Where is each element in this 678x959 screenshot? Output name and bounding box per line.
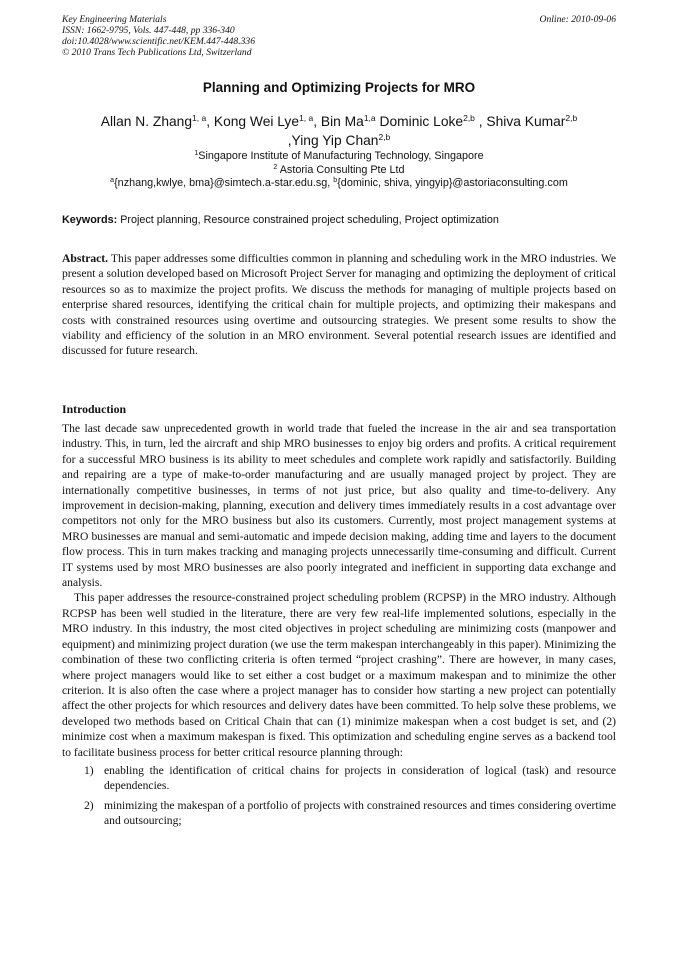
affiliations [62, 150, 616, 191]
author: Dominic Loke$^{2,b}$ , [379, 113, 487, 129]
list-item [62, 763, 616, 794]
section-heading-introduction: Introduction [62, 402, 127, 416]
list-item-text: enabling the identification of critical chains for projects in consideration of logical (task) and resource dependencies. [104, 763, 616, 793]
author-list [62, 112, 616, 150]
author: ,Ying Yip Chan$^{2,b}$ [287, 132, 391, 148]
keywords-label: Keywords: [62, 214, 118, 226]
paper-title: Planning and Optimizing Projects for MRO [202, 80, 476, 95]
abstract-text: This paper addresses some difficulties common in planning and scheduling work in the MRO industries. We present a solution developed based on Microsoft Project Server for managing and optimizing the deployment of critical resources so as to maximize the project profits. We discuss the methods for managing of multiple projects based on enterprise shared resources, identifying the critical chain for multiple projects, and optimizing their makespans and costs with constrained resources using overtime and outsourcing strategies. We present some results to show the viability and efficiency of the solution in an MRO environment. Several potential research issues are identified and discussed for future research. [62, 252, 616, 358]
keywords-text: Project planning, Resource constrained project scheduling, Project optimization [117, 214, 499, 226]
list-item-number: 2) [84, 798, 94, 812]
issn-line: ISSN: 1662-9795, Vols. 447-448, pp 336-340 [62, 25, 235, 36]
affiliation-1: $^1$Singapore Institute of Manufacturing Technology, Singapore [194, 150, 484, 162]
paragraph: This paper addresses the resource-constrained project scheduling problem (RCPSP) in the MRO industry. Although RCPSP has been well studied in the literature, there are very few real-life implemented solutions, especially in the MRO industry. In this industry, the most cited objectives in project scheduling are minimizing costs (manpower and equipment) and minimizing project duration (we use the term makespan interchangeably in this paper). Minimizing the combination of these two conflicting criteria is often termed “project crashing”. There are however, in many cases, where project managers would like to set either a cost budget or a maximum makespan and to minimize the other criterion. It is also often the case where a project manager has to consider how starting a new project can potentially affect the other projects for which resources and delivery dates have been committed. To help solve these problems, we developed two methods based on Critical Chain that can (1) minimize makespan when a cost budget is set, and (2) minimize cost when a maximum makespan is fixed. This optimization and scheduling engine serves as a backend tool to facilitate business process for better critical resource planning through: [62, 591, 616, 759]
numbered-list [62, 763, 616, 829]
doi-line: doi:10.4028/www.scientific.net/KEM.447-448.336 [62, 36, 256, 47]
author: Bin Ma$^{1,a}$ [320, 113, 376, 129]
author-emails: $^a${nzhang,kwlye, bma}@simtech.a-star.edu.sg, $^b${dominic, shiva, yingyip}@astoriaconsulting.com [110, 177, 568, 189]
author: Kong Wei Lye$^{1, a}$, [213, 113, 321, 129]
affiliation-2: $^2$ Astoria Consulting Pte Ltd [273, 163, 405, 176]
journal-name: Key Engineering Materials [62, 14, 167, 25]
list-item-text: minimizing the makespan of a portfolio of projects with constrained resources and times considering overtime and outsourcing; [104, 798, 616, 828]
abstract [62, 251, 616, 359]
abstract-label: Abstract. [62, 252, 109, 265]
list-item-number: 1) [84, 763, 94, 777]
introduction-body [62, 421, 616, 833]
keywords [62, 214, 616, 226]
journal-header [62, 14, 616, 58]
author: Allan N. Zhang$^{1, a}$, [100, 113, 214, 129]
list-item [62, 798, 616, 829]
online-date: Online: 2010-09-06 [539, 14, 616, 25]
author: Shiva Kumar$^{2,b}$ [486, 113, 578, 129]
copyright-line: © 2010 Trans Tech Publications Ltd, Switzerland [62, 47, 252, 58]
paragraph: The last decade saw unprecedented growth in world trade that fueled the increase in the air and sea transportation industry. This, in turn, led the aircraft and ship MRO businesses to enjoy big orders and profits. A critical requirement for a successful MRO business is its ability to meet schedules and complete work rapidly and satisfactorily. Building and repairing are a type of make-to-order manufacturing and are usually managed project by project. They are internationally competitive businesses, in terms of not just price, but also quality and time-to-delivery. Any improvement in decision-making, planning, execution and delivery times immediately results in a cost advantage over competitors not only for the MRO business but also its customers. Currently, most project management systems at MRO businesses are manual and semi-automatic and impede decision making, adding time and layers to the document flow process. This in turn makes tracking and managing projects unnecessarily time-consuming and difficult. Current IT systems used by most MRO businesses are also poorly integrated and inefficient in supporting data exchange and analysis. [62, 422, 616, 590]
